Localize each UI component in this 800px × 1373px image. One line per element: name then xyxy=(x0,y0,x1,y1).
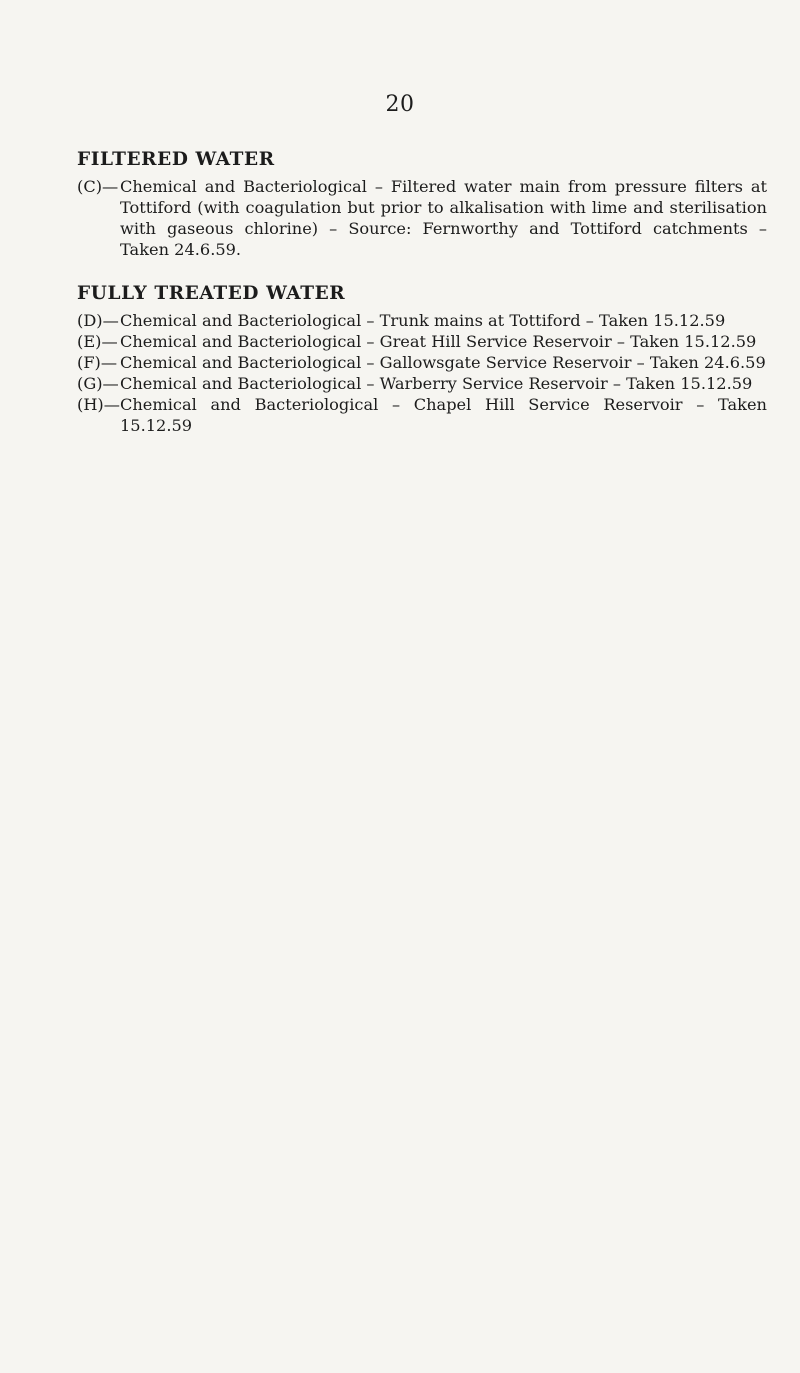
section-heading-filtered-water: FILTERED WATER xyxy=(77,149,275,170)
entry-h xyxy=(77,394,767,436)
entry-text: Chemical and Bacteriological – Gallowsgate Service Reservoir – Taken 24.6.59 xyxy=(120,353,766,372)
entry-marker: (E)— xyxy=(77,332,118,351)
entry-text: Chemical and Bacteriological – Trunk mains at Tottiford – Taken 15.12.59 xyxy=(120,311,726,330)
entry-d xyxy=(77,310,767,331)
section-heading-fully-treated-water: FULLY TREATED WATER xyxy=(77,283,346,304)
entry-c xyxy=(77,176,767,260)
entry-text: Chemical and Bacteriological – Great Hill Service Reservoir – Taken 15.12.59 xyxy=(120,332,757,351)
entry-text: Chemical and Bacteriological – Filtered water main from pressure filters at Tottiford (with coagulation but prior to alkalisation with lime and sterilisation with gaseous chlorine) – Source: Fernworthy and Tottiford catchments – Taken 24.6.59. xyxy=(120,177,767,259)
entry-marker: (C)— xyxy=(77,177,119,196)
entry-text: Chemical and Bacteriological – Warberry Service Reservoir – Taken 15.12.59 xyxy=(120,374,753,393)
entry-marker: (F)— xyxy=(77,353,118,372)
entry-marker: (D)— xyxy=(77,311,119,330)
page-number: 20 xyxy=(385,92,415,117)
entry-f xyxy=(77,352,767,373)
entry-marker: (G)— xyxy=(77,374,119,393)
entry-marker: (H)— xyxy=(77,395,120,414)
entry-g xyxy=(77,373,767,394)
filtered-water-section xyxy=(77,148,767,260)
fully-treated-water-section xyxy=(77,282,767,436)
entry-e xyxy=(77,331,767,352)
entry-text: Chemical and Bacteriological – Chapel Hill Service Reservoir – Taken 15.12.59 xyxy=(120,395,767,435)
